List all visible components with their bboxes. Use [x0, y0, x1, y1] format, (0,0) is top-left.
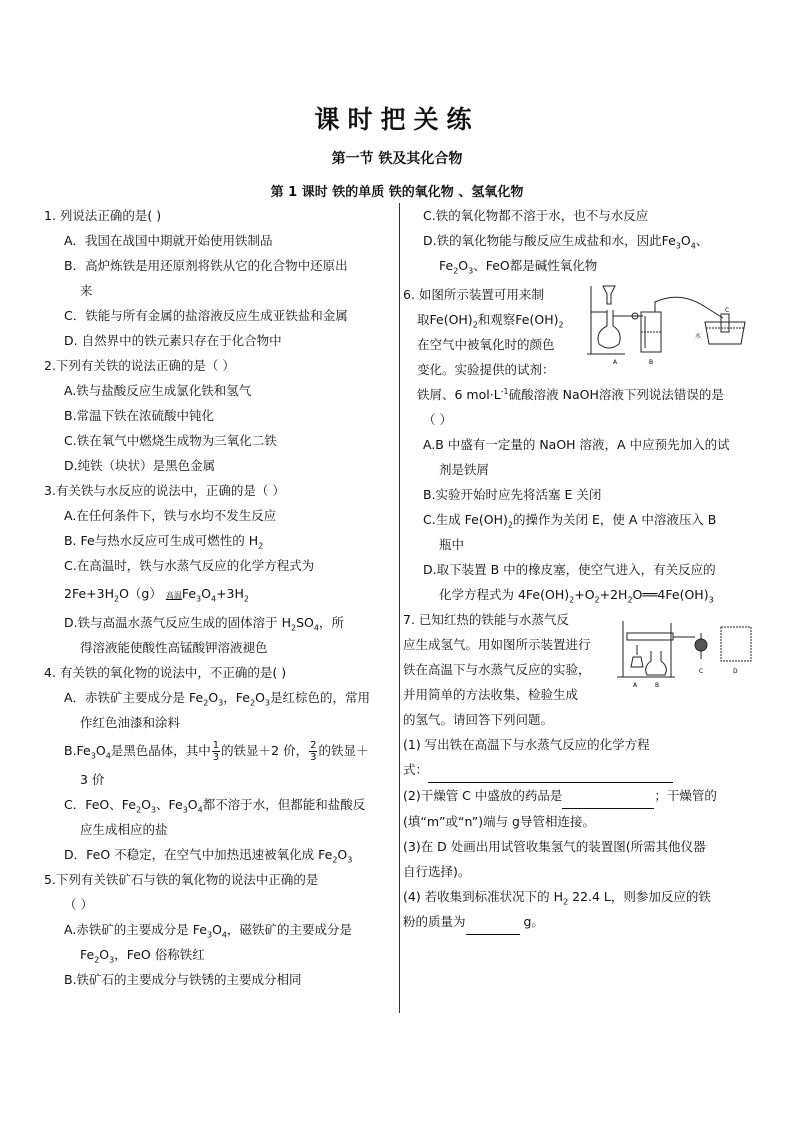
q5-option-a-cont [44, 942, 392, 967]
q5-d-1: D.铁的氧化物能与酸反应生成盐和水，因此Fe [423, 233, 676, 248]
eq-right: Fe [181, 586, 197, 601]
q6-d-4: O══4Fe(OH) [632, 587, 709, 602]
fraction-two-thirds [309, 740, 317, 763]
fraction-denominator: 3 [310, 752, 317, 763]
q7-s2-a: (2)干燥管 C 中盛放的药品是 [403, 788, 563, 803]
subscript: 2 [563, 897, 569, 907]
q2-option-b: B.常温下铁在浓硫酸中钝化 [64, 408, 215, 423]
subscript: 2 [453, 266, 459, 276]
q6-option-d: D.取下装置 B 中的橡皮塞，使空气进入，有关反应的 [423, 562, 716, 577]
section-title: 第一节 铁及其化合物 [331, 151, 463, 167]
q7-answer-blank-4[interactable] [466, 909, 520, 935]
question-7 [403, 607, 755, 935]
q4-option-b-cont: 3 价 [80, 772, 105, 787]
q4-option-b [44, 735, 392, 767]
q4-option-a [44, 685, 392, 710]
q7-sub-3-cont: 自行选择)。 [403, 864, 471, 879]
subscript: 2 [558, 320, 564, 330]
subscript: 4 [105, 751, 111, 761]
q3-option-b [44, 528, 392, 553]
q3-d-text-c: ，所 [318, 615, 344, 630]
q5-option-d-cont [403, 253, 755, 278]
q2-option-c: C.铁在氧气中燃烧生成物为三氧化二铁 [64, 433, 277, 448]
q7-answer-blank-1[interactable] [428, 757, 673, 783]
subscript: 4 [313, 623, 319, 633]
q6-fig-label-water: 水 [695, 333, 702, 340]
q7-s4-b: 22.4 L，则参加反应的铁 [568, 889, 711, 904]
q6-line-5 [403, 382, 755, 407]
eq-arrow [166, 591, 182, 600]
lesson-title: 第 1 课时 铁的单质 铁的氧化物 、氢氧化物 [270, 185, 524, 200]
q5-a-6: ，FeO 俗称铁红 [114, 947, 205, 962]
q2-option-a: A.铁与盐酸反应生成氯化铁和氢气 [64, 383, 252, 398]
q5-d-4: Fe [439, 258, 454, 273]
question-6 [403, 282, 755, 607]
q7-line-3: 铁在高温下与水蒸气反应的实验， [403, 662, 591, 677]
subscript: 3 [218, 698, 224, 708]
question-2 [44, 353, 392, 478]
question-1 [44, 203, 392, 353]
q1-option-a: A．我国在战国中期就开始使用铁制品 [64, 233, 273, 248]
subscript: 2 [203, 698, 209, 708]
q6-line-6: （ ） [423, 412, 452, 427]
subscript: 3 [675, 241, 681, 251]
q1-option-d: D. 自然界中的铁元素只存在于化合物中 [64, 333, 282, 348]
q6-option-b: B.实验开始时应先将活塞 E 关闭 [423, 487, 602, 502]
eq-left: 2Fe+3H [64, 586, 114, 601]
fraction-one-third [212, 740, 220, 763]
q5-option-a [44, 917, 392, 942]
q5-a-3: ，磁铁矿的主要成分是 [227, 922, 353, 937]
q5-stem-cont: （ ） [64, 897, 93, 912]
q1-option-b: B．高炉炼铁是用还原剂将铁从它的化合物中还原出 [64, 258, 348, 273]
q6-line-1: 6. 如图所示装置可用来制 [403, 287, 544, 302]
q4-stem: 4. 有关铁的氧化物的说法中，不正确的是( ) [44, 665, 287, 680]
q5-d-2: O [680, 233, 691, 248]
subscript: 2 [472, 320, 478, 330]
subscript: 4 [690, 241, 696, 251]
q3-option-b-text: B. Fe与热水反应可生成可燃性的 H [64, 533, 259, 548]
q2-stem: 2.下列有关铁的说法正确的是（ ） [44, 358, 235, 373]
subscript: 3 [347, 855, 353, 865]
q6-d-1: 化学方程式为 4Fe(OH) [439, 587, 570, 602]
q4-option-c-cont: 应生成相应的盐 [80, 822, 168, 837]
q4-c-3: 、Fe [156, 797, 183, 812]
q6-l5-b: 硫酸溶液 NaOH溶液下列说法错误的是 [508, 387, 724, 402]
q4-c-5: 都不溶于水，但都能和盐酸反 [202, 797, 366, 812]
q5-stem: 5.下列有关铁矿石与铁的氧化物的说法中正确的是 [44, 872, 319, 887]
q4-a-3: ，Fe [223, 690, 250, 705]
q7-sub-3: (3)在 D 处画出用试管收集氢气的装置图(所需其他仪器 [403, 839, 706, 854]
subscript: 3 [109, 955, 115, 965]
eq-right-3: +3H [216, 586, 244, 601]
q7-answer-blank-2[interactable] [562, 783, 654, 809]
subscript: 3 [196, 594, 202, 604]
q7-line-2: 应生成氢气。用如图所示装置进行 [403, 637, 591, 652]
q6-option-c-cont: 瓶中 [439, 537, 465, 552]
q6-fig-label-a: A [613, 359, 618, 366]
q4-c-1: C．FeO、Fe [64, 797, 136, 812]
q7-fig-label-b: B [655, 682, 660, 689]
subscript: 2 [507, 520, 513, 530]
column-divider [399, 203, 400, 1013]
q4-b-4: 的铁显＋2 价， [221, 743, 309, 758]
subscript: 3 [150, 805, 156, 815]
subscript: 3 [90, 751, 96, 761]
superscript: -1 [500, 386, 509, 396]
q6-l2-b: 和观察Fe(OH) [477, 312, 559, 327]
q4-d-2: O [337, 847, 348, 862]
q3-option-d [44, 610, 392, 635]
subscript: 4 [197, 805, 203, 815]
q1-option-b-cont: 来 [80, 283, 93, 298]
q3-d-text-b: SO [296, 615, 314, 630]
q6-fig-label-b: B [649, 359, 654, 366]
q4-d-1: D．FeO 不稳定，在空气中加热迅速被氧化成 Fe [64, 847, 333, 862]
q7-s1-label: 式： [403, 762, 429, 777]
q3-d-text: D.铁与高温水蒸气反应生成的固体溶于 H [64, 615, 291, 630]
q6-line-3: 在空气中被氧化时的颜色 [417, 337, 555, 352]
q4-a-2: O [208, 690, 219, 705]
q6-option-d-cont [403, 582, 755, 607]
subscript: 2 [135, 805, 142, 815]
q7-sub-4-cont [403, 909, 755, 935]
fraction-numerator: 2 [310, 740, 317, 751]
subscript: 2 [594, 595, 600, 605]
q5-option-d [403, 228, 755, 253]
q4-b-5: 的铁显＋ [318, 743, 369, 758]
q7-s4-a: (4) 若收集到标准状况下的 H [403, 889, 564, 904]
q5-a-1: A.赤铁矿的主要成分是 Fe [64, 922, 207, 937]
q7-fig-label-d: D [733, 668, 738, 675]
q6-l5-a: 铁屑、6 mol·L [417, 387, 501, 402]
q4-b-2: O [95, 743, 106, 758]
q5-d-3: 、 [695, 233, 709, 248]
q6-apparatus-figure [585, 282, 755, 366]
q7-sub-2-cont: (填“m”或“n”)端与 g导管相连接。 [403, 814, 595, 829]
subscript: 2 [332, 855, 338, 865]
q6-option-a-cont: 剂是铁屑 [439, 462, 490, 477]
q5-a-2: O [212, 922, 222, 937]
q4-a-5: 是红棕色的，常用 [270, 690, 371, 705]
q5-a-4: Fe [80, 947, 95, 962]
q6-l2-a: 取Fe(OH) [417, 312, 473, 327]
fraction-denominator: 3 [212, 752, 220, 763]
fraction-numerator: 1 [212, 740, 220, 751]
q6-option-c [403, 507, 755, 532]
q6-line-4: 变化。实验提供的试剂： [417, 362, 555, 377]
q6-d-2: +O [574, 587, 595, 602]
q6-c-2: 的操作为关闭 E，使 A 中溶液压入 B [512, 512, 717, 527]
q7-fig-label-a: A [633, 682, 638, 689]
eq-left-2: O（g） [119, 586, 162, 601]
eq-condition: 高温 [165, 591, 182, 600]
subscript: 2 [243, 594, 249, 604]
q5-a-5: O [99, 947, 110, 962]
q7-line-5: 的氢气。请回答下列问题。 [403, 712, 554, 727]
q6-option-a: A.B 中盛有一定量的 NaOH 溶液，A 中应预先加入的试 [423, 437, 730, 452]
q7-sub-1-cont [403, 757, 755, 783]
question-5 [44, 867, 392, 992]
q4-a-4: O [255, 690, 265, 705]
subscript: 3 [264, 698, 270, 708]
q7-sub-4 [403, 884, 755, 909]
q3-option-c: C.在高温时，铁与水蒸气反应的化学方程式为 [64, 558, 315, 573]
subscript: 2 [94, 955, 100, 965]
q5-d-6: 、FeO都是碱性氧化物 [473, 258, 598, 273]
q7-apparatus-figure [615, 617, 755, 689]
q2-option-d: D.纯铁（块状）是黑色金属 [64, 458, 216, 473]
q7-sub-1: (1) 写出铁在高温下与水蒸气反应的化学方程 [403, 737, 650, 752]
subscript: 2 [627, 595, 633, 605]
subscript: 3 [708, 595, 714, 605]
question-4 [44, 660, 392, 867]
q5-option-c: C.铁的氧化物都不溶于水，也不与水反应 [423, 208, 649, 223]
q3-stem: 3.有关铁与水反应的说法中，正确的是（ ） [44, 483, 285, 498]
subscript: 3 [206, 930, 213, 940]
q7-s4-c: 粉的质量为 [403, 914, 466, 929]
q4-option-c [44, 792, 392, 817]
page-title: 课时把关练 [314, 105, 480, 134]
subscript: 2 [249, 698, 256, 708]
q4-option-a-cont: 作红色油漆和涂料 [80, 715, 181, 730]
q6-fig-label-c: C [725, 307, 730, 314]
subscript: 2 [113, 594, 120, 604]
subscript: 2 [290, 623, 297, 633]
q4-c-4: O [187, 797, 198, 812]
q4-b-1: B.Fe [64, 743, 91, 758]
q7-line-4: 并用简单的方法收集、检验生成 [403, 687, 579, 702]
q4-option-d [44, 842, 392, 867]
q7-s4-d: g。 [519, 914, 544, 929]
q7-fig-label-c: C [699, 668, 704, 675]
q4-c-2: O [141, 797, 151, 812]
subscript: 3 [468, 266, 474, 276]
q7-s2-b: ；干燥管的 [654, 788, 717, 803]
left-column [44, 203, 392, 992]
q1-option-c: C．铁能与所有金属的盐溶液反应生成亚铁盐和金属 [64, 308, 348, 323]
q7-line-1: 7. 已知红热的铁能与水蒸气反 [403, 612, 569, 627]
q6-c-1: C.生成 Fe(OH) [423, 512, 508, 527]
q5-d-5: O [458, 258, 469, 273]
q4-a-1: A．赤铁矿主要成分是 Fe [64, 690, 204, 705]
q5-option-b: B.铁矿石的主要成分与铁锈的主要成分相同 [64, 972, 302, 987]
subscript: 4 [221, 930, 228, 940]
subscript: 2 [258, 541, 264, 551]
subscript: 3 [182, 805, 188, 815]
q1-stem: 1. 列说法正确的是( ) [44, 208, 162, 223]
q6-d-3: +2H [599, 587, 628, 602]
q3-equation [44, 578, 392, 610]
question-3 [44, 478, 392, 660]
subscript: 2 [569, 595, 575, 605]
right-column [403, 203, 755, 935]
q7-sub-2 [403, 783, 755, 809]
subscript: 4 [210, 594, 217, 604]
q4-b-3: 是黑色晶体，其中 [110, 743, 211, 758]
eq-right-2: O [201, 586, 211, 601]
q3-option-a: A.在任何条件下，铁与水均不发生反应 [64, 508, 277, 523]
q3-option-d-cont: 得溶液能使酸性高锰酸钾溶液褪色 [80, 640, 268, 655]
